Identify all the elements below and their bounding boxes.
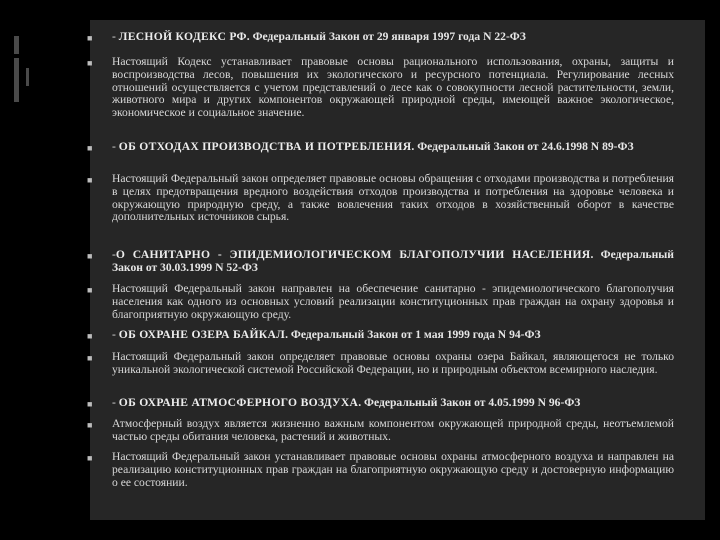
law-heading: -О САНИТАРНО - ЭПИДЕМИОЛОГИЧЕСКОМ БЛАГОПОЛУЧИИ НАСЕЛЕНИЯ. Федеральный Закон от 30.03.1999 N 52-ФЗ xyxy=(112,248,674,274)
bullet-icon: ■ xyxy=(87,175,93,185)
law-title: ОБ ОХРАНЕ ОЗЕРА БАЙКАЛ xyxy=(118,328,286,341)
bullet-icon: ■ xyxy=(87,399,93,409)
law-title: ОБ ОХРАНЕ АТМОСФЕРНОГО ВОЗДУХА xyxy=(118,396,359,409)
law-description: Атмосферный воздух является жизненно важным компонентом окружающей природной среды, неотъемлемой частью среды обитания человека, растений и животных. xyxy=(112,417,674,443)
law-heading: - ОБ ОХРАНЕ АТМОСФЕРНОГО ВОЗДУХА. Федеральный Закон от 4.05.1999 N 96-ФЗ xyxy=(112,396,581,409)
law-reference: . Федеральный Закон от 1 мая 1999 года N 94-ФЗ xyxy=(285,328,541,341)
bullet-icon: ■ xyxy=(87,453,93,463)
bullet-icon: ■ xyxy=(87,331,93,341)
bullet-icon: ■ xyxy=(87,251,93,261)
law-description: Настоящий Кодекс устанавливает правовые основы рационального использования, охраны, защиты и воспроизводства лесов, повышения их экологического и ресурсного потенциала. Регулирование лесных отношений осуществляется с учетом представлений о лесе как о совокупности лесной растительности, земли, животного мира и других компонентов окружающей природной среды, имеющей важное экологическое, экономическое и социальное значение. xyxy=(112,55,674,120)
bullet-icon: ■ xyxy=(87,58,93,68)
law-description: Настоящий Федеральный закон направлен на обеспечение санитарно - эпидемиологического благополучия населения как одного из основных условий реализации конституционных прав граждан на охрану здоровья и благоприятную окружающую среду. xyxy=(112,282,674,321)
law-heading: - ОБ ОТХОДАХ ПРОИЗВОДСТВА И ПОТРЕБЛЕНИЯ. Федеральный Закон от 24.6.1998 N 89-ФЗ xyxy=(112,140,634,153)
bullet-icon: ■ xyxy=(87,420,93,430)
law-reference: . Федеральный Закон от 29 января 1997 года N 22-ФЗ xyxy=(246,30,526,43)
law-description: Настоящий Федеральный закон определяет правовые основы обращения с отходами производства и потребления в целях предотвращения вредного воздействия отходов производства и потребления на здоровье человека и окружающую природную среду, а также вовлечения таких отходов в хозяйственный оборот в качестве дополнительных источников сырья. xyxy=(112,172,674,224)
law-description: Настоящий Федеральный закон определяет правовые основы охраны озера Байкал, являющегося не только уникальной экологической системой Российской Федерации, но и природным объектом всемирного наследия. xyxy=(112,350,674,376)
decorative-bar xyxy=(14,36,19,54)
law-description: Настоящий Федеральный закон устанавливает правовые основы охраны атмосферного воздуха и направлен на реализацию конституционных прав граждан на благоприятную окружающую среду и достоверную информацию о ее состоянии. xyxy=(112,450,674,489)
bullet-icon: ■ xyxy=(87,285,93,295)
decorative-bar xyxy=(26,68,29,86)
law-title: О САНИТАРНО - ЭПИДЕМИОЛОГИЧЕСКОМ БЛАГОПОЛУЧИИ НАСЕЛЕНИЯ xyxy=(115,248,591,261)
law-reference: . Федеральный Закон от 30.03.1999 N 52-ФЗ xyxy=(112,248,674,274)
bullet-icon: ■ xyxy=(87,33,93,43)
bullet-icon: ■ xyxy=(87,353,93,363)
law-heading: - ОБ ОХРАНЕ ОЗЕРА БАЙКАЛ. Федеральный Закон от 1 мая 1999 года N 94-ФЗ xyxy=(112,328,541,341)
law-title: ЛЕСНОЙ КОДЕКС РФ xyxy=(118,30,247,43)
law-reference: . Федеральный Закон от 4.05.1999 N 96-ФЗ xyxy=(358,396,581,409)
law-title: ОБ ОТХОДАХ ПРОИЗВОДСТВА И ПОТРЕБЛЕНИЯ xyxy=(118,140,412,153)
law-reference: . Федеральный Закон от 24.6.1998 N 89-ФЗ xyxy=(411,140,634,153)
law-heading: - ЛЕСНОЙ КОДЕКС РФ. Федеральный Закон от 29 января 1997 года N 22-ФЗ xyxy=(112,30,526,43)
bullet-icon: ■ xyxy=(87,143,93,153)
decorative-bar xyxy=(14,58,19,102)
